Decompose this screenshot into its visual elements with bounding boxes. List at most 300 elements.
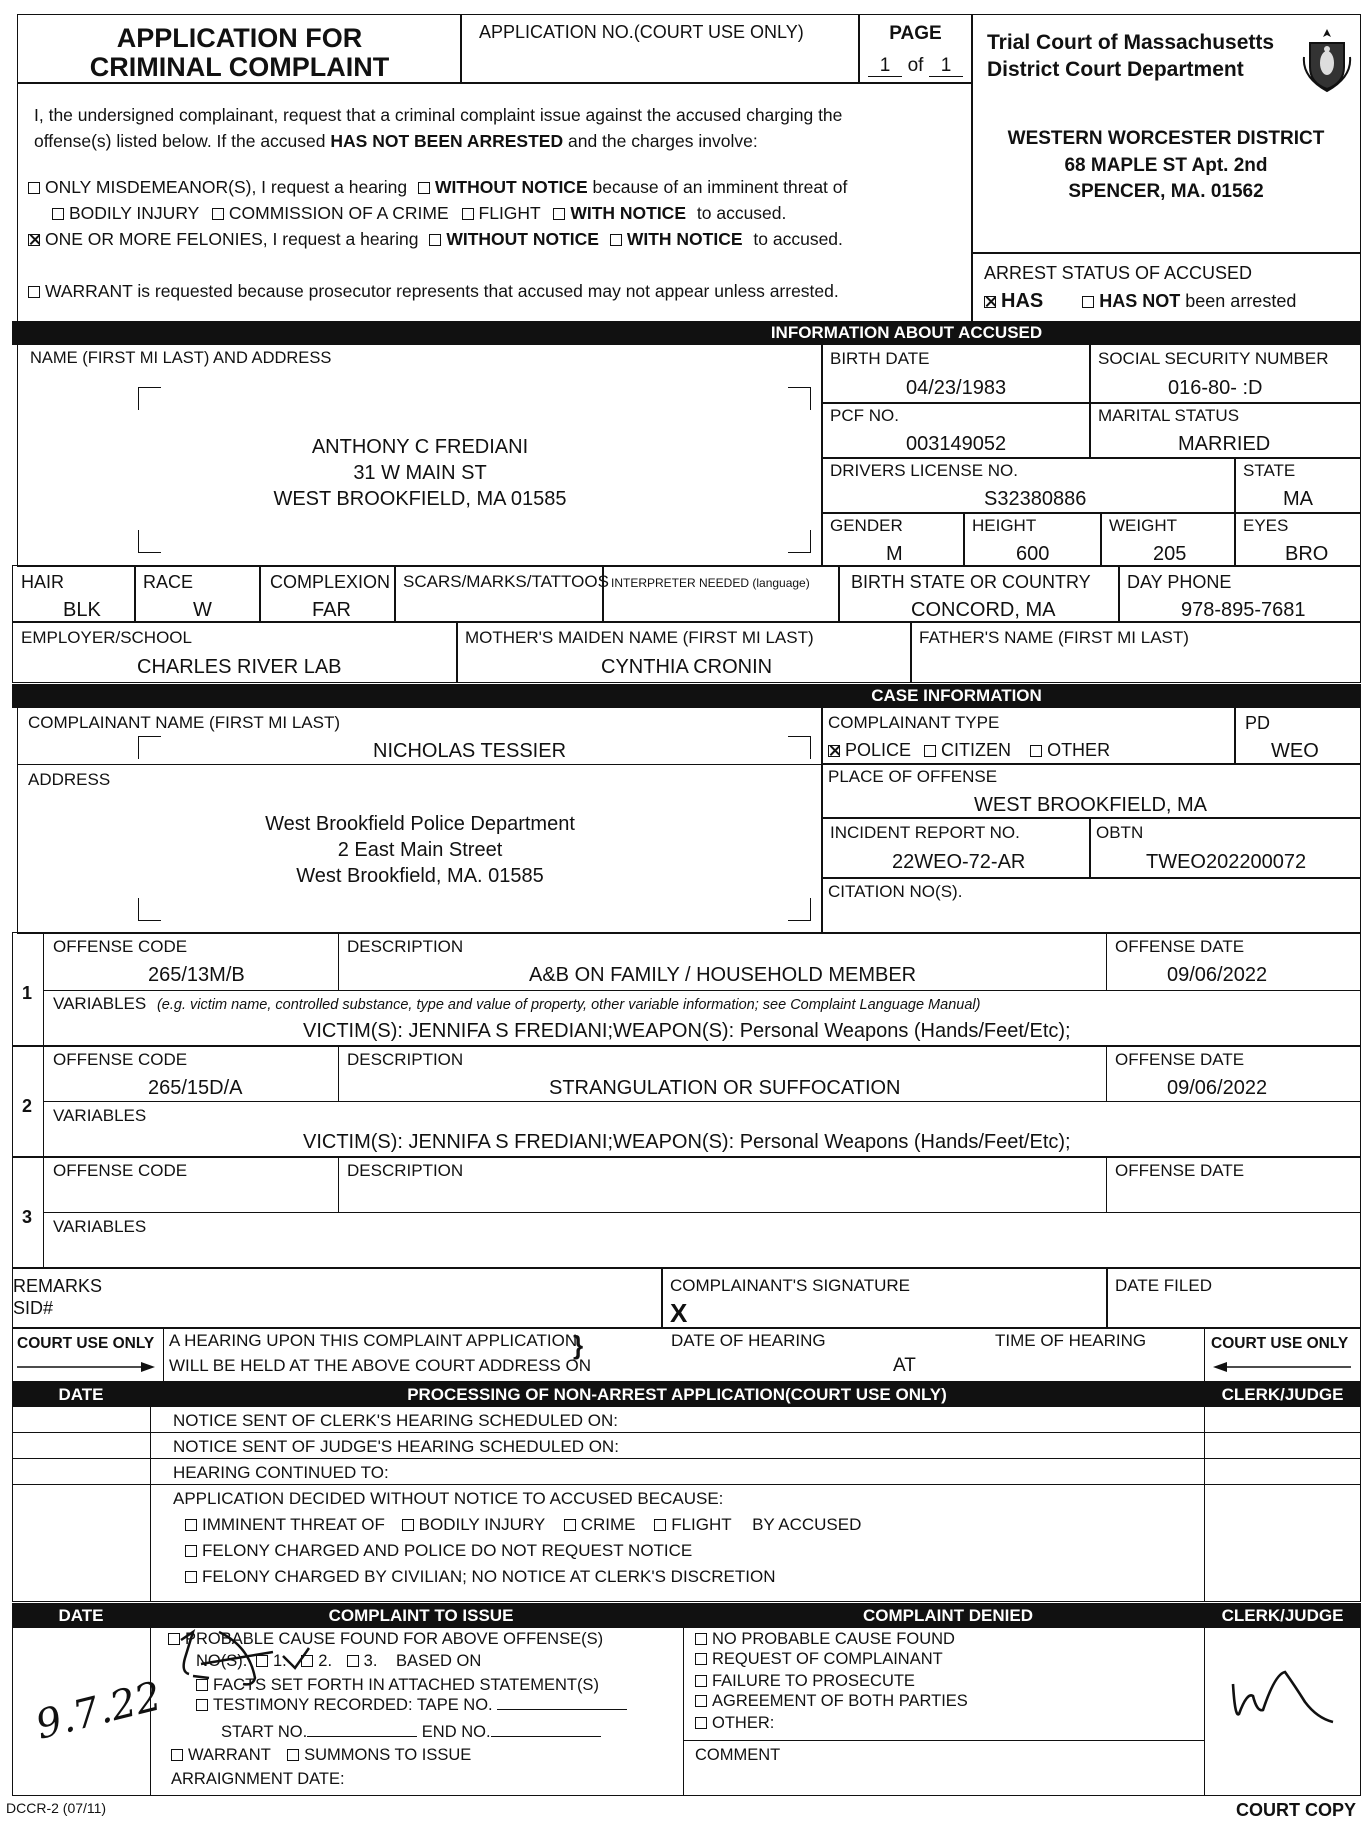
misd-with-notice-checkbox[interactable] xyxy=(553,208,565,220)
complainant-address-label: ADDRESS xyxy=(28,770,111,789)
handwritten-checkmarks xyxy=(163,1628,333,1692)
handwritten-date: 9.7.22 xyxy=(31,1673,166,1749)
obtn-value: TWEO202200072 xyxy=(1146,851,1307,873)
offense-1-code: 265/13M/B xyxy=(148,964,245,986)
offense-2-desc-label: DESCRIPTION xyxy=(347,1050,464,1069)
req-comp-line xyxy=(695,1650,943,1669)
bodily-injury-text: BODILY INJURY xyxy=(69,203,200,223)
imminent-threat-text: because of an imminent threat of xyxy=(592,177,848,197)
processing-date-header: DATE xyxy=(58,1385,104,1404)
felony-police-line xyxy=(185,1541,692,1561)
warrant-summons-line xyxy=(171,1746,471,1765)
agreement-text: AGREEMENT OF BOTH PARTIES xyxy=(712,1692,968,1710)
variables-label: VARIABLES xyxy=(53,994,147,1013)
proc-crime-checkbox[interactable] xyxy=(564,1519,576,1531)
birth-date-box xyxy=(821,344,1091,404)
offense-2-row xyxy=(12,1045,1361,1158)
processing-date-col xyxy=(150,1407,151,1601)
complexion-label: COMPLEXION xyxy=(270,572,391,592)
offense-2-code: 265/15D/A xyxy=(148,1077,243,1099)
processing-clerk-col xyxy=(1204,1407,1205,1601)
offense-3-desc-label: DESCRIPTION xyxy=(347,1161,464,1180)
complaint-to-issue-header: COMPLAINT TO ISSUE xyxy=(328,1606,514,1625)
warrant-text: WARRANT xyxy=(45,281,133,301)
end-no-line xyxy=(491,1736,601,1737)
hearing-text-line2: WILL BE HELD AT THE ABOVE COURT ADDRESS ON xyxy=(169,1356,591,1375)
misdemeanor-checkbox[interactable] xyxy=(28,182,40,194)
race-value: W xyxy=(193,599,212,621)
by-accused-label: BY ACCUSED xyxy=(752,1515,862,1534)
offense-2-code-divider xyxy=(338,1046,339,1101)
request-box xyxy=(17,82,973,322)
offense-1-variables xyxy=(53,994,980,1014)
arrest-status-box xyxy=(971,252,1361,322)
with-notice-text: WITH NOTICE xyxy=(570,203,686,223)
interpreter-box xyxy=(602,565,840,623)
processing-header xyxy=(12,1382,1361,1407)
mother-value: CYNTHIA CRONIN xyxy=(601,656,773,678)
nos-text: NO(S). xyxy=(196,1652,248,1670)
testimony-text: TESTIMONY RECORDED: TAPE NO. xyxy=(213,1696,493,1714)
arrow-right-icon xyxy=(17,1361,157,1373)
offense-3-code-divider xyxy=(338,1157,339,1212)
complainant-type-options xyxy=(828,740,1110,761)
ssn-value: 016-80- :D xyxy=(1168,377,1263,399)
case-section-header: CASE INFORMATION xyxy=(12,684,1361,708)
no-3-checkbox[interactable] xyxy=(347,1655,359,1667)
eyes-box xyxy=(1234,512,1361,567)
commission-checkbox[interactable] xyxy=(212,208,224,220)
complainant-address-1: West Brookfield Police Department xyxy=(265,813,575,835)
end-no-text: END NO. xyxy=(421,1723,491,1741)
height-label: HEIGHT xyxy=(972,516,1037,535)
pd-label: PD xyxy=(1245,713,1271,733)
pd-box xyxy=(1234,707,1361,765)
disposition-date-header: DATE xyxy=(58,1606,104,1625)
dl-state-box xyxy=(1234,457,1361,514)
day-phone-label: DAY PHONE xyxy=(1127,572,1232,592)
offense-3-date-label: OFFENSE DATE xyxy=(1115,1161,1245,1180)
incident-report-label: INCIDENT REPORT NO. xyxy=(830,823,1020,842)
district-line3: SPENCER, MA. 01562 xyxy=(1068,181,1264,202)
been-arrested-text: been arrested xyxy=(1185,291,1297,311)
accused-address-1: 31 W MAIN ST xyxy=(353,462,487,484)
summons-checkbox[interactable] xyxy=(287,1749,299,1761)
massachusetts-seal-icon xyxy=(1302,27,1352,93)
bodily-injury-checkbox[interactable] xyxy=(52,208,64,220)
birth-state-value: CONCORD, MA xyxy=(911,599,1056,621)
fail-pros-text: FAILURE TO PROSECUTE xyxy=(712,1672,915,1690)
offense-1-desc-label: DESCRIPTION xyxy=(347,937,464,956)
offense-2-date-divider xyxy=(1106,1046,1107,1101)
start-no-line xyxy=(307,1736,417,1737)
probable-cause-text: PROBABLE CAUSE FOUND FOR ABOVE OFFENSE(S) xyxy=(185,1630,604,1648)
weight-label: WEIGHT xyxy=(1109,516,1177,535)
no-pc-line xyxy=(695,1630,955,1649)
offense-2-code-label: OFFENSE CODE xyxy=(53,1050,188,1069)
pcf-label: PCF NO. xyxy=(830,406,899,425)
denied-other-text: OTHER: xyxy=(712,1714,775,1732)
fail-pros-checkbox[interactable] xyxy=(695,1675,707,1687)
offense-3-row xyxy=(12,1156,1361,1269)
form-title-line1: APPLICATION FOR xyxy=(116,23,363,53)
date-of-hearing-label: DATE OF HEARING xyxy=(671,1331,826,1350)
hearing-brace: } xyxy=(573,1330,584,1360)
form-id: DCCR-2 (07/11) xyxy=(6,1800,107,1816)
other-type-checkbox[interactable] xyxy=(1030,745,1042,757)
felony-text: ONE OR MORE FELONIES, I request a hearing xyxy=(45,229,419,249)
issue-warrant-text: WARRANT xyxy=(188,1746,271,1764)
birth-state-box xyxy=(838,565,1120,623)
has-not-text: HAS NOT xyxy=(1099,291,1181,311)
not-arrested-emphasis: HAS NOT BEEN ARRESTED xyxy=(330,131,564,151)
offense-1-number: 1 xyxy=(22,983,33,1003)
marital-label: MARITAL STATUS xyxy=(1098,406,1240,425)
request-intro-line2 xyxy=(34,131,758,152)
arraignment-date-label: ARRAIGNMENT DATE: xyxy=(171,1770,345,1788)
processing-reasons-line xyxy=(185,1515,861,1535)
felony-with-notice-text: WITH NOTICE xyxy=(626,229,743,249)
offense-2-date: 09/06/2022 xyxy=(1167,1077,1268,1099)
start-no-text: START NO. xyxy=(221,1723,308,1741)
processing-judge-hearing: NOTICE SENT OF JUDGE'S HEARING SCHEDULED ON: xyxy=(173,1437,619,1456)
comp-bracket-top-left xyxy=(138,736,161,759)
variables-hint: (e.g. victim name, controlled substance, type and value of property, other variable information; see Complaint Language Manual) xyxy=(156,997,981,1013)
dl-state-label: STATE xyxy=(1243,461,1296,480)
complainant-address-3: West Brookfield, MA. 01585 xyxy=(296,865,544,887)
pcf-value: 003149052 xyxy=(906,433,1007,455)
court-copy-label: COURT COPY xyxy=(1236,1800,1357,1820)
ssn-box xyxy=(1089,344,1361,404)
felony-line xyxy=(28,229,843,250)
felony-checkbox[interactable] xyxy=(28,234,40,246)
warrant-line xyxy=(28,281,839,302)
denied-other-checkbox[interactable] xyxy=(695,1717,707,1729)
complainant-name: NICHOLAS TESSIER xyxy=(373,740,567,762)
felony-civilian-label: FELONY CHARGED BY CIVILIAN; NO NOTICE AT CLERK'S DISCRETION xyxy=(202,1567,776,1586)
felony-without-notice-text: WITHOUT NOTICE xyxy=(446,229,599,249)
processing-row-line-1 xyxy=(13,1432,1360,1433)
complainant-box xyxy=(17,707,823,934)
hearing-row xyxy=(12,1327,1361,1382)
bracket-bottom-left xyxy=(138,530,161,553)
hearing-left-divider xyxy=(163,1328,164,1381)
gender-box xyxy=(821,512,965,567)
employer-value: CHARLES RIVER LAB xyxy=(137,656,342,678)
tape-no-line xyxy=(497,1709,627,1710)
place-of-offense-label: PLACE OF OFFENSE xyxy=(828,767,998,786)
request-intro-line1: I, the undersigned complainant, request that a criminal complaint issue against the accused charging the xyxy=(34,105,843,125)
page-box xyxy=(858,14,973,84)
accused-section-header: INFORMATION ABOUT ACCUSED xyxy=(12,321,1361,345)
processing-title: PROCESSING OF NON-ARREST APPLICATION(COURT USE ONLY) xyxy=(407,1385,947,1404)
fail-pros-line xyxy=(695,1672,915,1691)
offense-3-code-label: OFFENSE CODE xyxy=(53,1161,188,1180)
signature-box xyxy=(661,1267,1108,1329)
offense-3-date-divider xyxy=(1106,1157,1107,1212)
complainant-divider xyxy=(18,764,822,765)
summons-text: SUMMONS TO ISSUE xyxy=(304,1746,472,1764)
offense-3-number: 3 xyxy=(22,1207,33,1227)
citizen-checkbox[interactable] xyxy=(924,745,936,757)
processing-table xyxy=(12,1406,1361,1602)
has-not-arrested-checkbox[interactable] xyxy=(1082,296,1094,308)
warrant-request-checkbox[interactable] xyxy=(28,286,40,298)
comp-bracket-top-right xyxy=(788,736,811,759)
obtn-label: OBTN xyxy=(1096,823,1144,842)
police-text: POLICE xyxy=(845,740,912,760)
felony-police-label: FELONY CHARGED AND POLICE DO NOT REQUEST NOTICE xyxy=(202,1541,693,1560)
misd-without-notice-checkbox[interactable] xyxy=(418,182,430,194)
signature-x: X xyxy=(670,1298,688,1328)
facts-text: FACTS SET FORTH IN ATTACHED STATEMENT(S) xyxy=(213,1676,599,1694)
agreement-line xyxy=(695,1692,968,1711)
page-total: 1 xyxy=(929,55,964,77)
flight-checkbox[interactable] xyxy=(462,208,474,220)
offense-2-desc: STRANGULATION OR SUFFOCATION xyxy=(549,1077,901,1099)
request-intro-tail: and the charges involve: xyxy=(567,131,758,151)
to-accused-text: to accused. xyxy=(696,203,787,223)
citation-box xyxy=(821,877,1361,934)
clerk-signature xyxy=(1225,1662,1337,1732)
gender-value: M xyxy=(886,543,903,565)
offense-2-date-label: OFFENSE DATE xyxy=(1115,1050,1245,1069)
marital-value: MARRIED xyxy=(1178,433,1271,455)
hearing-at: AT xyxy=(893,1355,916,1376)
hearing-right-divider xyxy=(1204,1328,1205,1381)
form-title-line2: CRIMINAL COMPLAINT xyxy=(89,52,390,82)
misdemeanor-text: ONLY MISDEMEANOR(S), I request a hearing xyxy=(45,177,408,197)
disposition-clerk-header: CLERK/JUDGE xyxy=(1221,1606,1344,1625)
comment-label: COMMENT xyxy=(695,1746,781,1764)
dl-state-value: MA xyxy=(1283,488,1313,510)
complainant-type-box xyxy=(821,707,1236,765)
employer-label: EMPLOYER/SCHOOL xyxy=(21,628,192,647)
processing-row-line-3 xyxy=(13,1484,1360,1485)
header-title-box xyxy=(17,14,462,84)
mother-box xyxy=(456,621,912,683)
race-label: RACE xyxy=(143,572,194,592)
father-box xyxy=(910,621,1361,683)
place-of-offense-value: WEST BROOKFIELD, MA xyxy=(974,794,1207,816)
no-pc-checkbox[interactable] xyxy=(695,1633,707,1645)
place-of-offense-box xyxy=(821,763,1361,819)
complexion-box xyxy=(259,565,396,623)
day-phone-box xyxy=(1118,565,1361,623)
request-intro-text: offense(s) listed below. If the accused xyxy=(34,131,326,151)
misdemeanor-line xyxy=(28,177,847,198)
felony-without-notice-checkbox[interactable] xyxy=(429,234,441,246)
marital-box xyxy=(1089,402,1361,459)
time-of-hearing-label: TIME OF HEARING xyxy=(995,1331,1147,1350)
sid-label: SID# xyxy=(13,1298,54,1318)
agreement-checkbox[interactable] xyxy=(695,1695,707,1707)
no-pc-text: NO PROBABLE CAUSE FOUND xyxy=(712,1630,955,1648)
drivers-license-box xyxy=(821,457,1236,514)
complainant-type-label: COMPLAINANT TYPE xyxy=(828,713,1000,732)
start-end-line xyxy=(221,1723,601,1742)
remarks-box xyxy=(12,1267,663,1329)
based-on-text: BASED ON xyxy=(396,1652,482,1670)
police-checkbox[interactable] xyxy=(828,745,840,757)
offense-3-mid xyxy=(43,1212,1360,1213)
threat-options-line xyxy=(52,203,786,224)
offense-1-date: 09/06/2022 xyxy=(1167,964,1268,986)
drivers-license-label: DRIVERS LICENSE NO. xyxy=(830,461,1018,480)
felony-civilian-checkbox[interactable] xyxy=(185,1571,197,1583)
gender-label: GENDER xyxy=(830,516,903,535)
issue-warrant-checkbox[interactable] xyxy=(171,1749,183,1761)
offense-1-code-label: OFFENSE CODE xyxy=(53,937,188,956)
offense-3-variables-label: VARIABLES xyxy=(53,1217,147,1236)
offense-2-mid xyxy=(43,1101,1360,1102)
obtn-box xyxy=(1089,817,1361,879)
offense-1-row xyxy=(12,932,1361,1047)
complexion-value: FAR xyxy=(312,599,351,621)
interpreter-label: INTERPRETER NEEDED (language) xyxy=(611,576,810,590)
pd-value: WEO xyxy=(1271,740,1319,762)
birth-date-value: 04/23/1983 xyxy=(906,377,1007,399)
offense-1-date-label: OFFENSE DATE xyxy=(1115,937,1245,956)
signature-label: COMPLAINANT'S SIGNATURE xyxy=(670,1276,911,1295)
bracket-bottom-right xyxy=(788,530,811,553)
accused-name-label: NAME (FIRST MI LAST) AND ADDRESS xyxy=(30,349,332,367)
pcf-box xyxy=(821,402,1091,459)
hair-box xyxy=(12,565,136,623)
proc-bodily-injury-checkbox[interactable] xyxy=(402,1519,414,1531)
father-label: FATHER'S NAME (FIRST MI LAST) xyxy=(919,628,1189,647)
req-comp-text: REQUEST OF COMPLAINANT xyxy=(712,1650,943,1668)
felony-to-accused-text: to accused. xyxy=(753,229,843,249)
court-use-only-left: COURT USE ONLY xyxy=(17,1335,155,1352)
arrow-left-icon xyxy=(1211,1361,1353,1373)
offense-2-number: 2 xyxy=(22,1096,33,1116)
mother-label: MOTHER'S MAIDEN NAME (FIRST MI LAST) xyxy=(465,628,814,647)
offense-1-code-divider xyxy=(338,933,339,990)
race-box xyxy=(134,565,261,623)
drivers-license-value: S32380886 xyxy=(984,488,1087,510)
bracket-top-left xyxy=(138,387,161,410)
hair-value: BLK xyxy=(63,599,101,621)
weight-value: 205 xyxy=(1153,543,1187,565)
comment-divider xyxy=(683,1740,1204,1741)
eyes-value: BRO xyxy=(1285,543,1329,565)
complainant-name-label: COMPLAINANT NAME (FIRST MI LAST) xyxy=(28,713,341,732)
eyes-label: EYES xyxy=(1243,516,1289,535)
page-current: 1 xyxy=(868,55,903,77)
application-number-box xyxy=(460,14,860,84)
court-box xyxy=(971,14,1361,254)
complainant-address-2: 2 East Main Street xyxy=(337,839,503,861)
birth-date-label: BIRTH DATE xyxy=(830,349,930,368)
offense-1-mid xyxy=(43,990,1360,991)
without-notice-text: WITHOUT NOTICE xyxy=(435,177,588,197)
date-filed-box xyxy=(1106,1267,1361,1329)
hearing-text-line1: A HEARING UPON THIS COMPLAINT APPLICATION xyxy=(169,1331,578,1350)
no-1-text: 1. xyxy=(272,1652,287,1670)
employer-box xyxy=(12,621,458,683)
offense-1-desc: A&B ON FAMILY / HOUSEHOLD MEMBER xyxy=(529,964,917,986)
proc-flight-label: FLIGHT xyxy=(671,1515,732,1534)
imminent-threat-label: IMMINENT THREAT OF xyxy=(202,1515,385,1534)
addr-bracket-bottom-right xyxy=(788,898,811,921)
offense-2-variables-value: VICTIM(S): JENNIFA S FREDIANI;WEAPON(S): Personal Weapons (Hands/Feet/Etc); xyxy=(303,1131,1071,1153)
has-arrested-checkbox[interactable] xyxy=(984,296,996,308)
disposition-header xyxy=(12,1603,1361,1628)
processing-continued: HEARING CONTINUED TO: xyxy=(173,1463,389,1482)
scars-box xyxy=(394,565,609,623)
offense-2-variables-label: VARIABLES xyxy=(53,1106,147,1125)
commission-text: COMMISSION OF A CRIME xyxy=(228,203,449,223)
page-label: PAGE xyxy=(889,23,942,44)
citation-label: CITATION NO(S). xyxy=(828,882,963,901)
court-name-line1: Trial Court of Massachusetts xyxy=(987,31,1275,54)
incident-report-box xyxy=(821,817,1091,879)
ssn-label: SOCIAL SECURITY NUMBER xyxy=(1098,349,1329,368)
arrest-status-label: ARREST STATUS OF ACCUSED xyxy=(984,263,1253,283)
citizen-text: CITIZEN xyxy=(941,740,1012,760)
district-line2: 68 MAPLE ST Apt. 2nd xyxy=(1064,155,1268,176)
testimony-checkbox[interactable] xyxy=(196,1699,208,1711)
height-box xyxy=(963,512,1102,567)
testimony-line xyxy=(196,1696,627,1715)
processing-decided-without-notice: APPLICATION DECIDED WITHOUT NOTICE TO ACCUSED BECAUSE: xyxy=(173,1489,724,1508)
bracket-top-right xyxy=(788,387,811,410)
scars-label: SCARS/MARKS/TATTOOS xyxy=(403,572,609,591)
day-phone-value: 978-895-7681 xyxy=(1181,599,1306,621)
page-of: of xyxy=(907,55,924,76)
hair-label: HAIR xyxy=(21,572,65,592)
disposition-table xyxy=(12,1627,1361,1796)
court-name-line2: District Court Department xyxy=(987,58,1244,81)
incident-report-value: 22WEO-72-AR xyxy=(892,851,1026,873)
proc-bodily-injury-label: BODILY INJURY xyxy=(418,1515,545,1534)
felony-with-notice-checkbox[interactable] xyxy=(610,234,622,246)
flight-text: FLIGHT xyxy=(478,203,541,223)
other-line xyxy=(695,1714,774,1733)
req-comp-checkbox[interactable] xyxy=(695,1653,707,1665)
weight-box xyxy=(1100,512,1236,567)
processing-row-line-2 xyxy=(13,1458,1360,1459)
application-number-label: APPLICATION NO.(COURT USE ONLY) xyxy=(479,22,804,42)
proc-flight-checkbox[interactable] xyxy=(654,1519,666,1531)
warrant-reason-text: is requested because prosecutor represents that accused may not appear unless arrested. xyxy=(137,281,839,301)
court-use-only-right: COURT USE ONLY xyxy=(1211,1335,1349,1352)
accused-name: ANTHONY C FREDIANI xyxy=(311,436,529,458)
complaint-denied-header: COMPLAINT DENIED xyxy=(863,1606,1033,1625)
addr-bracket-bottom-left xyxy=(138,898,161,921)
accused-name-box xyxy=(17,344,823,567)
other-type-text: OTHER xyxy=(1047,740,1111,760)
processing-clerk-header: CLERK/JUDGE xyxy=(1221,1385,1344,1404)
date-filed-label: DATE FILED xyxy=(1115,1276,1212,1295)
imminent-threat-checkbox[interactable] xyxy=(185,1519,197,1531)
arrest-status-options xyxy=(984,290,1296,313)
proc-crime-label: CRIME xyxy=(580,1515,636,1534)
remarks-label: REMARKS xyxy=(13,1276,103,1296)
felony-civilian-line xyxy=(185,1567,776,1587)
birth-state-label: BIRTH STATE OR COUNTRY xyxy=(851,572,1091,592)
no-2-text: 2. xyxy=(318,1652,333,1670)
disp-issue-col xyxy=(683,1628,684,1795)
district-line1: WESTERN WORCESTER DISTRICT xyxy=(1007,128,1325,149)
accused-address-2: WEST BROOKFIELD, MA 01585 xyxy=(273,488,567,510)
height-value: 600 xyxy=(1016,543,1050,565)
offense-1-date-divider xyxy=(1106,933,1107,990)
felony-police-checkbox[interactable] xyxy=(185,1545,197,1557)
disp-clerk-col xyxy=(1204,1628,1205,1795)
offense-1-variables-value: VICTIM(S): JENNIFA S FREDIANI;WEAPON(S): Personal Weapons (Hands/Feet/Etc); xyxy=(303,1020,1071,1042)
